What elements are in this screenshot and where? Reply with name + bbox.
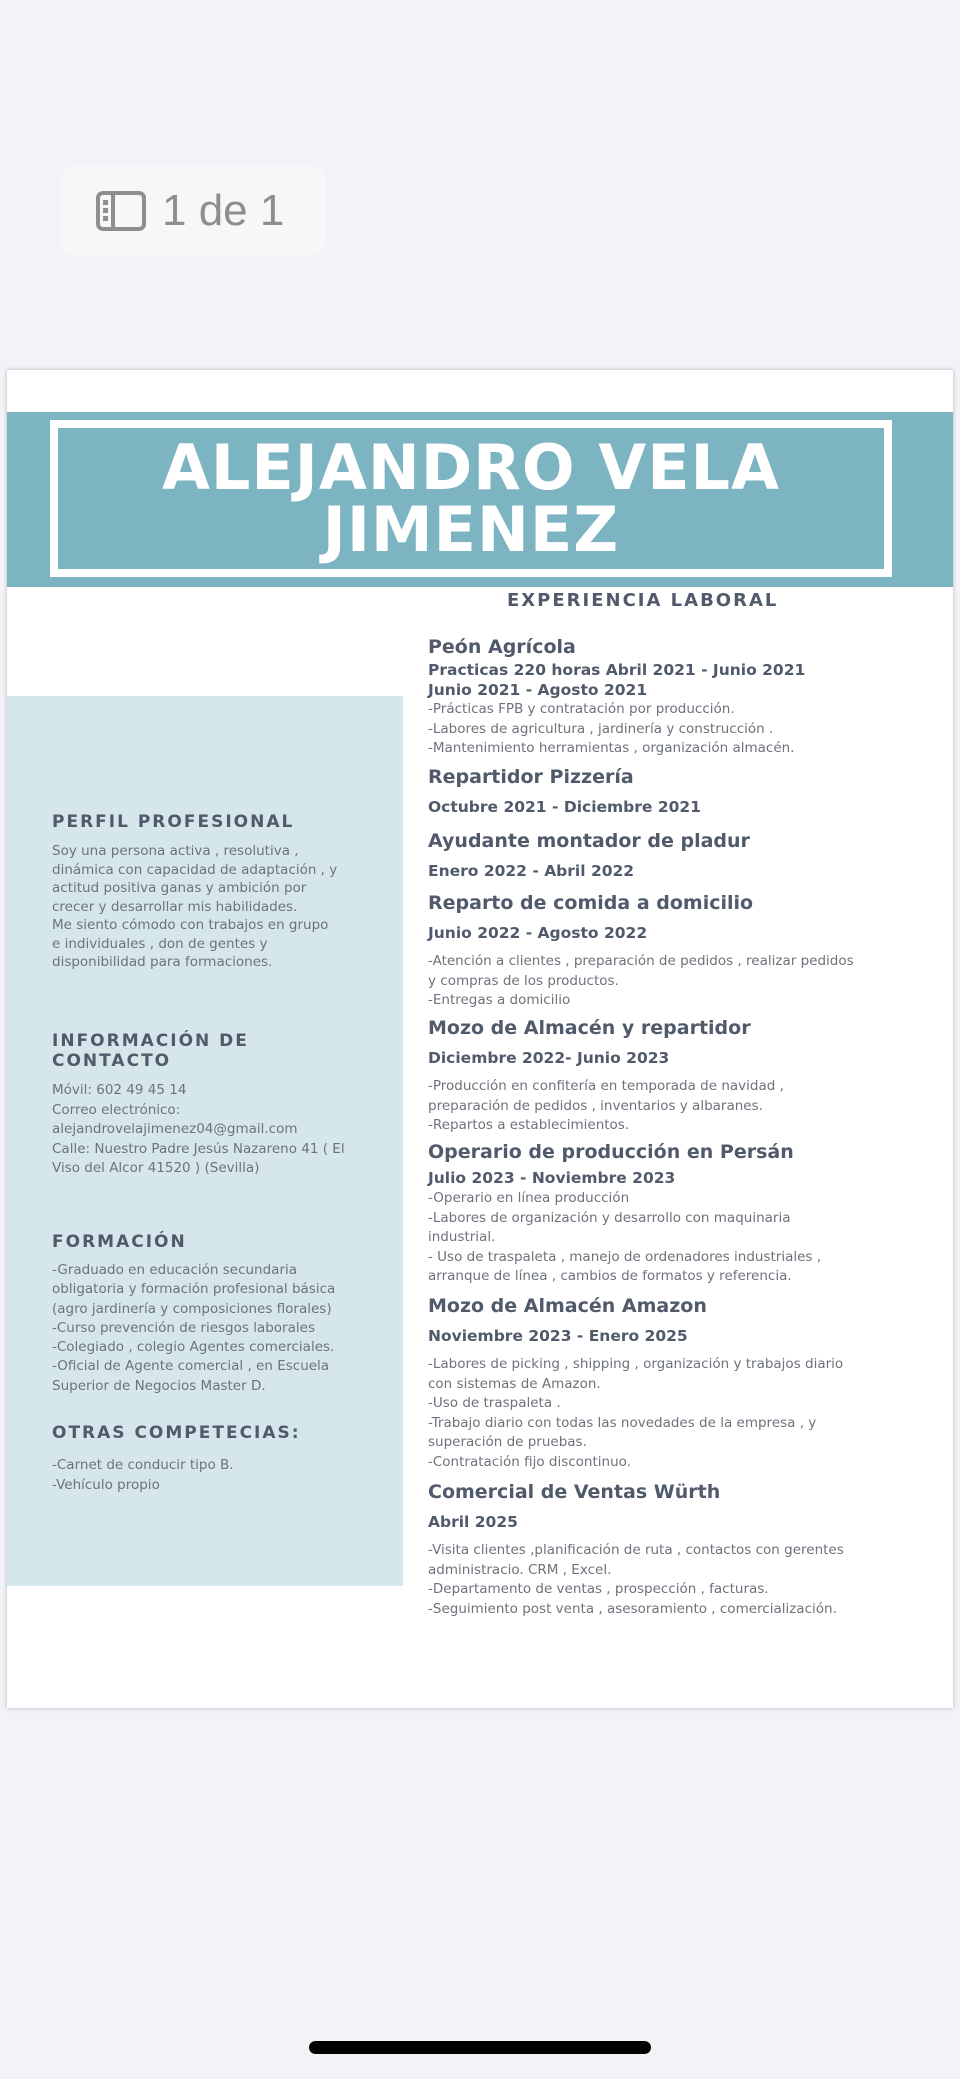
skills-text xyxy=(52,1455,234,1495)
text-line: -Oficial de Agente comercial , en Escuela xyxy=(52,1358,330,1375)
job-dates: Enero 2022 - Abril 2022 xyxy=(428,862,635,880)
job-description-line: -Repartos a establecimientos. xyxy=(428,1117,630,1134)
job-title: Mozo de Almacén Amazon xyxy=(428,1295,707,1317)
job-dates: Practicas 220 horas Abril 2021 - Junio 2021 xyxy=(428,661,806,679)
job-entry xyxy=(428,1015,928,1136)
text-line: obligatoria y formación profesional básica xyxy=(52,1281,336,1298)
text-line: Soy una persona activa , resolutiva , xyxy=(52,843,299,859)
name-frame xyxy=(50,420,892,577)
page-indicator[interactable] xyxy=(60,166,326,256)
home-indicator[interactable] xyxy=(309,2041,651,2054)
job-description-line: -Producción en confitería en temporada de navidad , xyxy=(428,1078,784,1094)
text-line: alejandrovelajimenez04@gmail.com xyxy=(52,1121,298,1137)
text-line: (agro jardinería y composiciones florales) xyxy=(52,1300,332,1317)
text-line: -Vehículo propio xyxy=(52,1477,160,1493)
job-description-line: -Labores de agricultura , jardinería y construcción . xyxy=(428,720,774,737)
job-description-line: - Uso de traspaleta , manejo de ordenadores industriales , xyxy=(428,1248,822,1265)
job-description-line: administracio. CRM , Excel. xyxy=(428,1561,612,1578)
job-description-line: preparación de pedidos , inventarios y albaranes. xyxy=(428,1097,763,1114)
contact-heading-line: CONTACTO xyxy=(52,1051,172,1071)
job-title: Reparto de comida a domicilio xyxy=(428,892,754,914)
job-description-line: -Visita clientes ,planificación de ruta , contactos con gerentes xyxy=(428,1542,844,1558)
job-description xyxy=(428,700,928,759)
job-dates: Julio 2023 - Noviembre 2023 xyxy=(428,1169,676,1187)
job-description xyxy=(428,1355,928,1473)
job-entry xyxy=(428,1293,928,1473)
profile-heading: PERFIL PROFESIONAL xyxy=(52,812,295,832)
job-description xyxy=(428,1541,928,1619)
job-dates: Junio 2021 - Agosto 2021 xyxy=(428,681,648,699)
job-dates: Junio 2022 - Agosto 2022 xyxy=(428,924,648,942)
job-description-line: -Trabajo diario con todas las novedades de la empresa , y xyxy=(428,1414,817,1431)
job-description-line: -Mantenimiento herramientas , organización almacén. xyxy=(428,740,795,757)
text-line: actitud positiva ganas y ambición por xyxy=(52,880,307,896)
job-description-line: -Labores de organización y desarrollo con maquinaria xyxy=(428,1209,791,1226)
resume-page xyxy=(7,370,953,1708)
name-line: ALEJANDRO VELA xyxy=(161,430,781,504)
job-entry xyxy=(428,828,928,882)
job-entry xyxy=(428,634,928,759)
contact-heading xyxy=(52,1031,249,1071)
text-line: Correo electrónico: xyxy=(52,1101,181,1118)
skills-heading: OTRAS COMPETECIAS: xyxy=(52,1423,301,1443)
text-line: crecer y desarrollar mis habilidades. xyxy=(52,898,298,915)
job-dates: Diciembre 2022- Junio 2023 xyxy=(428,1049,670,1067)
job-description-line: -Seguimiento post venta , asesoramiento , comercialización. xyxy=(428,1600,837,1617)
job-description-line: -Atención a clientes , preparación de pedidos , realizar pedidos xyxy=(428,953,854,969)
job-description-line: con sistemas de Amazon. xyxy=(428,1375,601,1392)
text-line: -Colegiado , colegio Agentes comerciales. xyxy=(52,1339,335,1356)
text-line: disponibilidad para formaciones. xyxy=(52,954,273,970)
job-description-line: y compras de los productos. xyxy=(428,972,619,989)
job-description-line: -Departamento de ventas , prospección , facturas. xyxy=(428,1581,769,1598)
education-text xyxy=(52,1261,335,1396)
text-line: -Graduado en educación secundaria xyxy=(52,1262,298,1278)
text-line: Me siento cómodo con trabajos en grupo xyxy=(52,917,329,933)
job-description-line: -Prácticas FPB y contratación por producción. xyxy=(428,701,735,717)
job-dates: Abril 2025 xyxy=(428,1513,518,1531)
contact-text xyxy=(52,1081,345,1179)
sidebar-icon xyxy=(96,191,146,231)
job-entry xyxy=(428,764,928,818)
text-line: Móvil: 602 49 45 14 xyxy=(52,1082,187,1098)
page-count: 1 de 1 xyxy=(162,186,285,235)
job-entry xyxy=(428,1139,928,1287)
job-title: Repartidor Pizzería xyxy=(428,766,634,788)
job-dates: Noviembre 2023 - Enero 2025 xyxy=(428,1327,688,1345)
job-description-line: -Labores de picking , shipping , organización y trabajos diario xyxy=(428,1356,844,1372)
name-line: JIMENEZ xyxy=(322,492,620,566)
job-description-line: industrial. xyxy=(428,1229,496,1246)
text-line: Superior de Negocios Master D. xyxy=(52,1377,266,1394)
job-description-line: arranque de línea , cambios de formatos y referencia. xyxy=(428,1268,792,1285)
job-description-line: -Entregas a domicilio xyxy=(428,992,571,1009)
text-line: Calle: Nuestro Padre Jesús Nazareno 41 ( El xyxy=(52,1140,345,1157)
text-line: e individuales , don de gentes y xyxy=(52,935,268,952)
job-description-line: -Uso de traspaleta . xyxy=(428,1395,561,1412)
job-dates: Octubre 2021 - Diciembre 2021 xyxy=(428,798,701,816)
job-entry xyxy=(428,890,928,1011)
job-title: Comercial de Ventas Würth xyxy=(428,1481,721,1503)
text-line: -Carnet de conducir tipo B. xyxy=(52,1457,234,1473)
job-description xyxy=(428,1189,928,1287)
profile-text xyxy=(52,842,337,972)
job-title: Ayudante montador de pladur xyxy=(428,830,750,852)
job-description xyxy=(428,952,928,1011)
job-description xyxy=(428,1077,928,1136)
text-line: -Curso prevención de riesgos laborales xyxy=(52,1319,315,1336)
job-entry xyxy=(428,1479,928,1619)
text-line: dinámica con capacidad de adaptación , y xyxy=(52,861,338,878)
job-title: Peón Agrícola xyxy=(428,636,576,658)
job-description-line: superación de pruebas. xyxy=(428,1434,587,1451)
education-heading: FORMACIÓN xyxy=(52,1232,187,1252)
job-description-line: -Operario en línea producción xyxy=(428,1190,630,1206)
experience-heading: EXPERIENCIA LABORAL xyxy=(507,590,779,611)
job-title: Operario de producción en Persán xyxy=(428,1141,794,1163)
job-title: Mozo de Almacén y repartidor xyxy=(428,1017,751,1039)
name-banner xyxy=(7,412,953,587)
job-description-line: -Contratación fijo discontinuo. xyxy=(428,1453,631,1470)
contact-heading-line: INFORMACIÓN DE xyxy=(52,1031,249,1051)
text-line: Viso del Alcor 41520 ) (Sevilla) xyxy=(52,1160,260,1176)
